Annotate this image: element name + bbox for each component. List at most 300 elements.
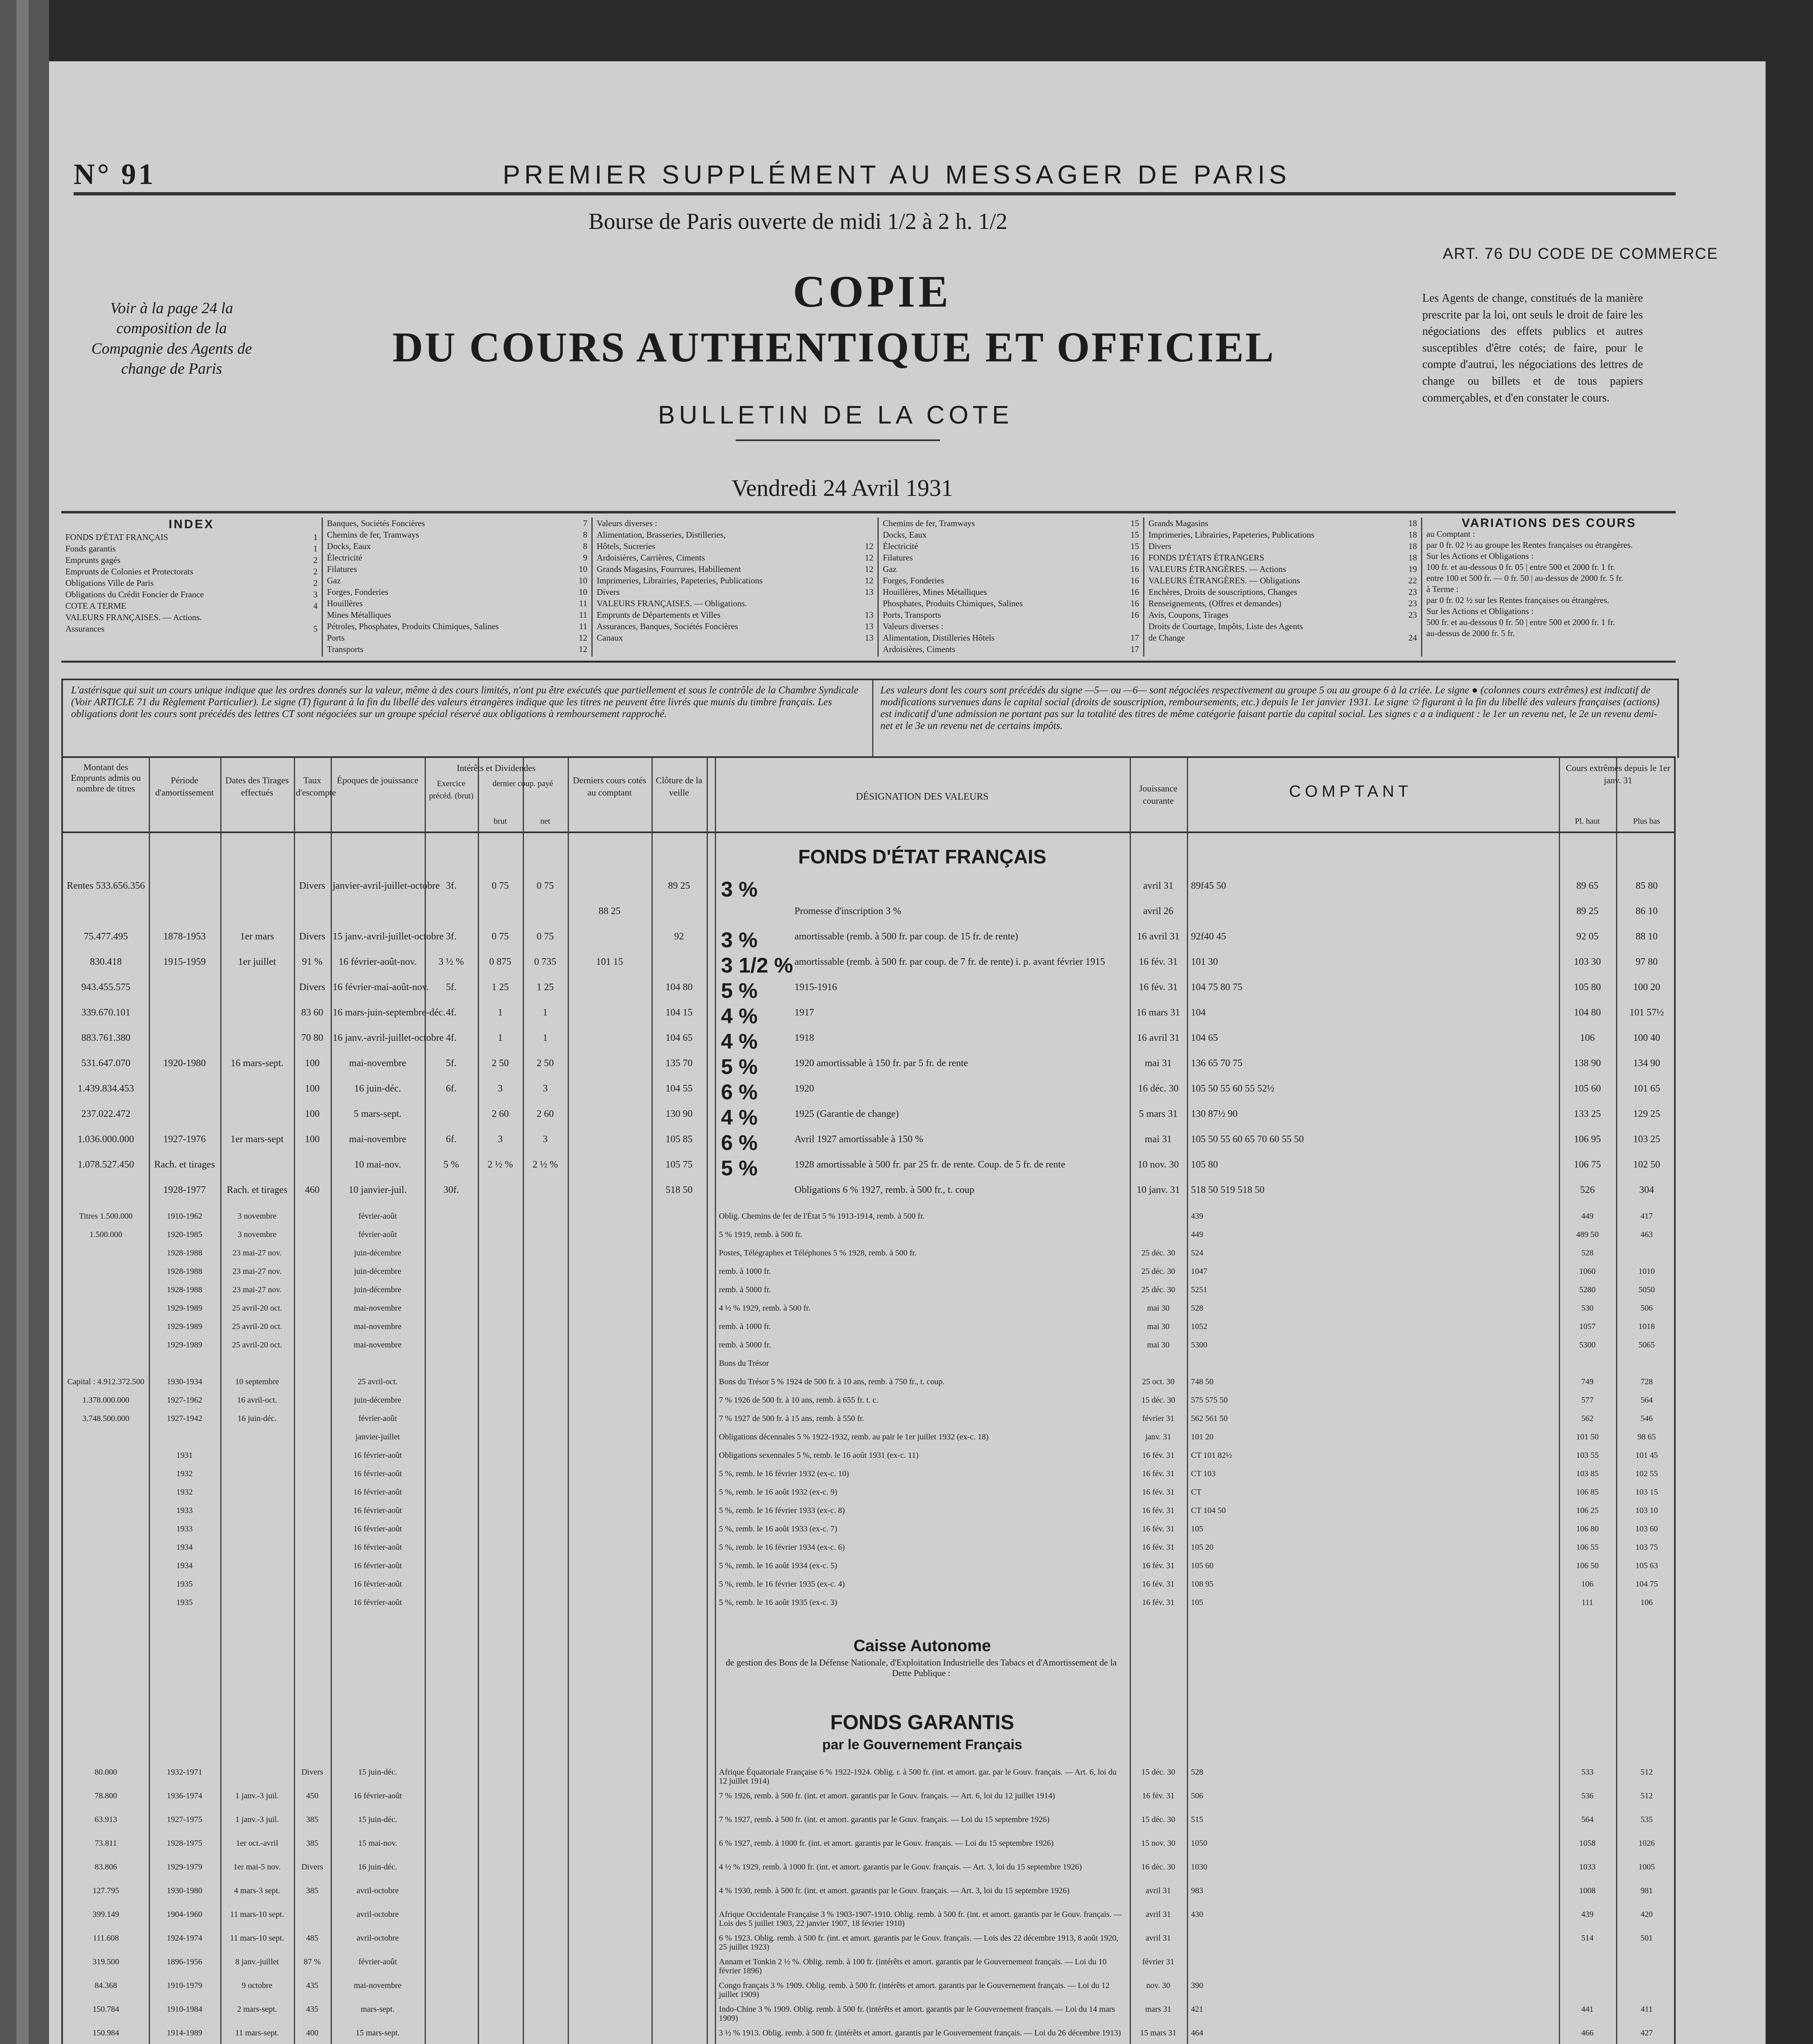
designation: 1915-1916 <box>795 982 837 993</box>
index-entry-label: Grands Magasins <box>1148 518 1209 528</box>
cell-ex: 5 % <box>443 1159 459 1170</box>
cell-haut: 138 90 <box>1574 1058 1601 1069</box>
col-plus-bas: Plus bas <box>1633 817 1661 826</box>
table-row <box>63 1957 1678 1981</box>
index-entry <box>327 598 587 609</box>
cell-epoque: février-août <box>358 1230 397 1239</box>
cell-veille: 130 90 <box>665 1109 693 1119</box>
index-entry-label: Ports <box>327 633 345 643</box>
cell-cours: 983 <box>1191 1886 1203 1895</box>
table-row <box>63 1886 1678 1910</box>
index-entry-label: Emprunts de Départements et Villes <box>597 610 721 620</box>
cell-periode: 1910-1962 <box>167 1212 202 1221</box>
copie-title: COPIE <box>793 267 952 316</box>
index-entry-label: de Change <box>1148 633 1185 643</box>
cell-epoque: 16 janv.-avril-juillet-octobre <box>333 1033 444 1043</box>
cell-jouis: avril 26 <box>1143 906 1173 917</box>
variation-line: par 0 fr. 02 ½ sur les Rentes françaises ou étrangères. <box>1426 595 1609 605</box>
cell-periode: 1929-1989 <box>167 1304 202 1313</box>
cell-jouis: 16 fév. 31 <box>1142 1791 1175 1800</box>
cell-epoque: 16 février-août <box>353 1598 402 1607</box>
cell-periode: 1930-1980 <box>167 1886 202 1895</box>
table-row <box>63 1185 1678 1210</box>
index-entry-page: 2 <box>313 555 318 565</box>
index-entry <box>597 540 873 552</box>
index-entry <box>1148 632 1417 643</box>
cell-net: 2 ½ % <box>533 1159 558 1170</box>
cell-haut: 441 <box>1581 2005 1594 2014</box>
cell-jouis: février 31 <box>1142 1414 1175 1423</box>
cell-ex: 4f. <box>446 1007 457 1018</box>
cell-jouis: mai 30 <box>1147 1322 1170 1331</box>
cell-net: 0 735 <box>534 957 556 967</box>
cell-haut: 106 <box>1581 1580 1594 1589</box>
cell-cours: 1030 <box>1191 1862 1207 1871</box>
cell-epoque: 10 mai-nov. <box>354 1159 401 1170</box>
index-entry-label: Docks, Eaux <box>327 541 371 551</box>
cell-epoque: 16 février-août <box>353 1580 402 1589</box>
cell-cours: 92f40 45 <box>1191 931 1226 942</box>
cell-jouis: avril 31 <box>1146 1886 1171 1895</box>
index-entry-page: 12 <box>865 541 873 551</box>
cell-epoque: 15 mars-sept. <box>356 2028 400 2037</box>
cell-epoque: 16 février-août <box>353 1561 402 1570</box>
cell-bas: 103 75 <box>1635 1543 1658 1552</box>
index-col-3 <box>593 518 879 657</box>
table-row <box>63 1080 1678 1109</box>
cell-taux: 100 <box>305 1058 320 1069</box>
cell-montant: Rentes 533.656.356 <box>67 881 145 891</box>
cell-bas: 1010 <box>1638 1267 1655 1276</box>
designation: 5 % 1919, remb. à 500 fr. <box>719 1230 802 1239</box>
index-entry-page: 15 <box>1130 541 1139 551</box>
bulletin-title: BULLETIN DE LA COTE <box>658 401 1013 429</box>
cell-periode: 1928-1977 <box>163 1185 206 1195</box>
cell-bas: 104 75 <box>1635 1580 1658 1589</box>
designation: 5 %, remb. le 16 août 1934 (ex-c. 5) <box>719 1561 837 1570</box>
cell-dates: 2 mars-sept. <box>237 2005 277 2014</box>
index-entry-label: Grands Magasins, Fourrures, Habillement <box>597 564 741 574</box>
cell-epoque: avril-octobre <box>356 1910 399 1919</box>
index-entry-label: Forges, Fonderies <box>883 576 945 585</box>
index-entry-page: 13 <box>865 587 873 597</box>
table-row <box>63 1561 1678 1580</box>
index-entry-label: VALEURS FRANÇAISES. — Actions. <box>65 612 202 622</box>
col-dernier: dernier coup. payé <box>492 779 553 788</box>
cell-montant: 339.670.101 <box>81 1007 130 1018</box>
designation: 5 %, remb. le 16 février 1935 (ex-c. 4) <box>719 1580 845 1589</box>
cell-taux: 100 <box>305 1083 320 1094</box>
designation: Obligations 6 % 1927, remb. à 500 fr., t. coup <box>795 1185 974 1195</box>
index-entry-label: FONDS D'ÉTAT FRANÇAIS <box>65 532 168 542</box>
cell-epoque: mai-novembre <box>354 1340 402 1349</box>
cell-brut: 1 <box>498 1033 503 1043</box>
designation: Bons du Trésor <box>719 1359 769 1368</box>
cell-cours: 105 80 <box>1191 1159 1218 1170</box>
designation: 7 % 1926 de 500 fr. à 10 ans, remb. à 655 fr. t. c. <box>719 1396 878 1405</box>
section-caisse: Caisse Autonome <box>853 1637 991 1655</box>
cell-epoque: janvier-avril-juillet-octobre <box>333 881 440 891</box>
cell-epoque: mars-sept. <box>360 2005 395 2014</box>
cell-haut: 111 <box>1581 1598 1594 1607</box>
cell-brut: 1 <box>498 1007 503 1018</box>
cell-net: 0 75 <box>537 881 554 891</box>
variation-line: entre 100 et 500 fr. — 0 fr. 50 | au-dessus de 2000 fr. 5 fr. <box>1426 573 1623 583</box>
index-entry-page: 24 <box>1408 633 1417 643</box>
table-row <box>63 1981 1678 2005</box>
cell-bas: 981 <box>1641 1886 1653 1895</box>
cell-periode: 1935 <box>176 1580 193 1589</box>
cell-jouis: mai 30 <box>1147 1304 1170 1313</box>
cell-montant: 3.748.500.000 <box>82 1414 130 1423</box>
cell-epoque: 15 juin-déc. <box>358 1768 397 1777</box>
designation: 3 ½ % 1913. Oblig. remb. à 500 fr. (intérêts et amort. garantis par le Gouvernement français. — Loi du 26 décembre 1913) <box>719 2028 1121 2037</box>
designation: 5 %, remb. le 16 août 1932 (ex-c. 9) <box>719 1488 837 1497</box>
cell-taux: 91 % <box>302 957 322 967</box>
cell-jouis: 16 fév. 31 <box>1142 1451 1175 1460</box>
cell-jouis: 15 déc. 30 <box>1141 1396 1175 1405</box>
index-entry <box>65 612 318 623</box>
cell-jouis: 16 fév. 31 <box>1142 1506 1175 1515</box>
cell-periode: 1927-1975 <box>167 1815 202 1824</box>
cell-jouis: mai 31 <box>1145 1058 1172 1069</box>
cell-taux: Divers <box>299 931 325 942</box>
cell-veille: 104 80 <box>665 982 693 993</box>
cell-taux: 400 <box>306 2028 318 2037</box>
cell-haut: 106 25 <box>1576 1506 1599 1515</box>
cell-periode: 1927-1962 <box>167 1396 202 1405</box>
index-entry <box>327 563 587 575</box>
index-entry-page: 19 <box>1408 564 1417 574</box>
cell-epoque: 16 février-août <box>353 1524 402 1533</box>
index-entry-label: Enchères, Droits de souscriptions, Changes <box>1148 587 1297 597</box>
index-entry <box>327 586 587 598</box>
index-entry-label: Alimentation, Distilleries Hôtels <box>883 633 995 643</box>
cell-montant: 75.477.495 <box>84 931 128 942</box>
cell-haut: 466 <box>1581 2028 1594 2037</box>
cell-jouis: avril 31 <box>1146 1934 1171 1943</box>
cell-haut: 526 <box>1580 1185 1595 1195</box>
index-entry <box>327 540 587 552</box>
col-extremes: Cours extrêmes depuis le 1er janv. 31 <box>1566 763 1670 785</box>
cell-bas: 304 <box>1639 1185 1654 1195</box>
cell-montant: 531.647.070 <box>81 1058 130 1069</box>
cell-ex: 3f. <box>446 931 457 942</box>
index-entry-page: 12 <box>865 576 873 585</box>
index-entry-page: 16 <box>1130 587 1139 597</box>
index-entry-label: FONDS D'ÉTATS ÉTRANGERS <box>1148 553 1265 563</box>
cell-taux: 385 <box>306 1839 318 1848</box>
cell-haut: 5300 <box>1579 1340 1596 1349</box>
cell-jouis: 16 fév. 31 <box>1142 1543 1175 1552</box>
cell-net: 2 60 <box>537 1109 554 1119</box>
index-entry <box>597 621 873 632</box>
cell-bas: 512 <box>1641 1768 1653 1777</box>
index-entry-page: 17 <box>1130 644 1139 654</box>
index-entry <box>65 543 318 554</box>
col-comptant: COMPTANT <box>1289 782 1412 800</box>
index-entry-page: 13 <box>865 610 873 620</box>
cell-dates: 11 mars-10 sept. <box>230 1910 284 1919</box>
cell-jouis: 16 avril 31 <box>1137 931 1180 942</box>
index-entry <box>883 643 1139 655</box>
index-entry-page: 16 <box>1130 598 1139 608</box>
cell-periode: 1924-1974 <box>167 1934 202 1943</box>
index-entry-label: Obligations Ville de Paris <box>65 578 154 588</box>
index-entry-label: Houillères <box>327 598 363 608</box>
index-entry-page: 11 <box>579 621 587 631</box>
index-entry <box>65 600 318 612</box>
cell-epoque: 10 janvier-juil. <box>348 1185 407 1195</box>
cell-montant: 84.368 <box>94 1981 117 1990</box>
cell-periode: 1936-1974 <box>167 1791 202 1800</box>
index-entry <box>1148 518 1417 529</box>
table-row <box>63 1934 1678 1957</box>
col-taux: Taux d'escompte <box>296 775 336 798</box>
cell-dates: 1er mars-sept <box>231 1134 284 1145</box>
cell-bas: 102 55 <box>1635 1469 1658 1478</box>
index-entry-label: Divers <box>1148 541 1171 551</box>
index-entry-label: Filatures <box>327 564 357 574</box>
variation-line: Sur les Actions et Obligations : <box>1426 551 1533 561</box>
cell-periode: 1931 <box>176 1451 193 1460</box>
cell-periode: 1932-1971 <box>167 1768 202 1777</box>
cell-bas: 102 50 <box>1633 1159 1660 1170</box>
cell-cours: 524 <box>1191 1248 1203 1257</box>
index-entry <box>597 586 873 598</box>
variations-block <box>1422 518 1676 657</box>
note-left: L'astérisque qui suit un cours unique indique que les ordres donnés sur la valeur, même à des cours limités, n'ont pu être exécutés que partiellement et sous le contrôle de la Chambre Syndicale (Voir ARTICLE 71 du Règlement Particulier). Le signe (T) figurant à la fin du libellé des valeurs étrangères indique que les titres ne peuvent être livrés que munis du timbre français. Les obligations dont les cours sont précédés des lettres CT sont négociées sur un groupe spécial réservé aux obligations à remboursement rapproché. <box>71 685 859 719</box>
cell-dates: 8 janv.-juillet <box>235 1957 279 1966</box>
cell-cours: 104 <box>1191 1007 1206 1018</box>
index-entry <box>1148 609 1417 621</box>
cell-jouis: 16 fév. 31 <box>1142 1580 1175 1589</box>
cell-jouis: 25 oct. 30 <box>1142 1377 1175 1386</box>
cell-net: 3 <box>543 1134 548 1145</box>
index-entry-page: 9 <box>583 553 587 563</box>
index-entry <box>327 609 587 621</box>
table-row <box>63 1414 1678 1432</box>
index-entry-page: 13 <box>865 633 873 643</box>
cell-haut: 439 <box>1581 1910 1594 1919</box>
index-entry-label: Alimentation, Brasseries, Distilleries, <box>597 530 726 540</box>
cell-ex: 30f. <box>443 1185 459 1195</box>
index-block <box>61 511 1676 663</box>
table-row <box>63 1488 1678 1506</box>
cell-epoque: février-août <box>358 1414 397 1423</box>
cell-epoque: juin-décembre <box>354 1396 401 1405</box>
designation: Bons du Trésor 5 % 1924 de 500 fr. à 10 ans, remb. à 750 fr., t. coup. <box>719 1377 945 1386</box>
cell-cours: 1052 <box>1191 1322 1207 1331</box>
cell-haut: 1060 <box>1579 1267 1596 1276</box>
cell-brut: 3 <box>498 1083 503 1094</box>
cell-cours: 464 <box>1191 2028 1203 2037</box>
rate-label: 3 % <box>721 928 758 952</box>
cell-bas: 103 15 <box>1635 1488 1658 1497</box>
cell-dates: 23 mai-27 nov. <box>232 1267 282 1276</box>
cell-jouis: mai 30 <box>1147 1340 1170 1349</box>
table-row <box>63 1506 1678 1524</box>
cell-taux: 385 <box>306 1815 318 1824</box>
index-entry <box>883 609 1139 621</box>
cell-brut: 2 ½ % <box>488 1159 513 1170</box>
index-entry <box>65 531 318 543</box>
index-entry-label: Docks, Eaux <box>883 530 927 540</box>
cell-haut: 103 55 <box>1576 1451 1599 1460</box>
table-row <box>63 1212 1678 1230</box>
index-entry-label: Emprunts de Colonies et Protectorats <box>65 567 193 576</box>
cell-dates: 1 janv.-3 juil. <box>235 1815 279 1824</box>
cell-cours: CT 104 50 <box>1191 1506 1226 1515</box>
index-entry-page: 10 <box>579 564 587 574</box>
cell-periode: 1927-1942 <box>167 1414 202 1423</box>
cell-brut: 3 <box>498 1134 503 1145</box>
index-col-4 <box>879 518 1144 657</box>
cell-haut: 106 85 <box>1576 1488 1599 1497</box>
section-fonds-etat: FONDS D'ÉTAT FRANÇAIS <box>798 846 1046 868</box>
cell-jouis: 16 mars 31 <box>1136 1007 1180 1018</box>
cell-cours: 104 75 80 75 <box>1191 982 1242 993</box>
index-entry-label: Assurances, Banques, Sociétés Foncières <box>597 621 738 631</box>
cell-haut: 5280 <box>1579 1285 1596 1294</box>
table-row <box>63 1377 1678 1396</box>
index-entry-label: Fonds garantis <box>65 544 116 554</box>
cell-cours: 5300 <box>1191 1340 1207 1349</box>
cell-epoque: 5 mars-sept. <box>354 1109 402 1119</box>
variation-line: 100 fr. et au-dessous 0 fr. 05 | entre 500 et 2000 fr. 1 fr. <box>1426 562 1615 572</box>
index-entry-page: 18 <box>1408 530 1417 540</box>
cell-jouis: 25 déc. 30 <box>1141 1285 1175 1294</box>
cell-bas: 105 63 <box>1635 1561 1658 1570</box>
cell-dates: 4 mars-3 sept. <box>234 1886 280 1895</box>
table-row <box>63 1543 1678 1561</box>
compagnie-note: Voir à la page 24 la composition de la Compagnie des Agents de change de Paris <box>91 300 252 378</box>
cell-montant: 319.500 <box>92 1957 119 1966</box>
index-entry <box>883 621 1139 632</box>
cell-periode: 1933 <box>176 1524 193 1533</box>
index-entry <box>327 632 587 643</box>
index-entry-page: 23 <box>1408 587 1417 597</box>
cell-dates: 10 septembre <box>235 1377 279 1386</box>
index-entry-page: 5 <box>313 624 318 634</box>
cell-haut: 106 75 <box>1574 1159 1601 1170</box>
index-entry-page: 7 <box>583 518 587 528</box>
table-row <box>63 1768 1678 1791</box>
cell-jouis: 5 mars 31 <box>1139 1109 1178 1119</box>
col-net: net <box>540 817 551 826</box>
cell-periode: 1935 <box>176 1598 193 1607</box>
index-entry-page: 16 <box>1130 610 1139 620</box>
cell-epoque: juin-décembre <box>354 1248 401 1257</box>
cell-ex: 5f. <box>446 1058 457 1069</box>
cell-cours: 105 <box>1191 1524 1203 1533</box>
cell-epoque: février-août <box>358 1957 397 1966</box>
cell-cours: 101 20 <box>1191 1432 1213 1441</box>
cell-montant: 883.761.380 <box>81 1033 130 1043</box>
cell-dates: 3 novembre <box>237 1230 277 1239</box>
designation: Afrique Équatoriale Française 6 % 1922-1924. Oblig. r. à 500 fr. (int. et amort. gar. par le Gouv. français. — Art. 6, loi du 12 juillet 1914) <box>719 1768 1117 1786</box>
index-entry <box>327 552 587 563</box>
cell-bas: 100 20 <box>1633 982 1660 993</box>
table-row <box>63 1359 1678 1377</box>
cell-jouis: 16 fév. 31 <box>1142 1598 1175 1607</box>
cell-montant: 150.984 <box>92 2028 119 2037</box>
cell-jouis: février 31 <box>1142 1957 1175 1966</box>
index-entry-page: 11 <box>579 598 587 608</box>
cell-cours: 5251 <box>1191 1285 1207 1294</box>
cell-jouis: 16 avril 31 <box>1137 1033 1180 1043</box>
index-entry-page: 12 <box>865 553 873 563</box>
cell-taux: Divers <box>299 881 325 891</box>
cell-jouis: 16 fév. 31 <box>1139 957 1178 967</box>
cell-epoque: 16 février-août <box>353 1469 402 1478</box>
cell-bas: 101 57½ <box>1629 1007 1664 1018</box>
designation: Promesse d'inscription 3 % <box>795 906 901 917</box>
col-derniers-cours: Derniers cours cotés au comptant <box>573 775 647 798</box>
cell-taux: 485 <box>306 1934 318 1943</box>
rate-label: 5 % <box>721 979 758 1003</box>
index-entry-label: Renseignements, (Offres et demandes) <box>1148 598 1282 608</box>
cell-periode: 1928-1988 <box>167 1285 202 1294</box>
cell-bas: 101 45 <box>1635 1451 1658 1460</box>
cell-montant: 63.913 <box>94 1815 117 1824</box>
designation: amortissable (remb. à 500 fr. par coup. de 15 fr. de rente) <box>795 931 1018 942</box>
variations-title: VARIATIONS DES COURS <box>1462 516 1636 530</box>
cell-jouis: avril 31 <box>1143 881 1173 891</box>
cell-cours: 1050 <box>1191 1839 1207 1848</box>
index-col-2 <box>323 518 593 657</box>
cell-jouis: 25 déc. 30 <box>1141 1267 1175 1276</box>
rate-label: 4 % <box>721 1106 758 1130</box>
designation: 7 % 1927, remb. à 500 fr. (int. et amort. garantis par le Gouv. français. — Loi du 15 septembre 1926) <box>719 1815 1050 1824</box>
cell-veille: 104 65 <box>665 1033 693 1043</box>
index-entry <box>1148 575 1417 586</box>
index-title: INDEX <box>168 518 215 531</box>
cell-epoque: 16 février-août <box>353 1506 402 1515</box>
index-col-1 <box>61 518 323 657</box>
cell-cours: 430 <box>1191 1910 1203 1919</box>
table-row <box>63 1839 1678 1862</box>
cell-cours: 449 <box>1191 1230 1203 1239</box>
cell-cours: 105 20 <box>1191 1543 1213 1552</box>
designation: Oblig. Chemins de fer de l'État 5 % 1913-1914, remb. à 500 fr. <box>719 1212 925 1221</box>
cell-epoque: février-août <box>358 1212 397 1221</box>
cell-dates: 1er oct.-avril <box>236 1839 278 1848</box>
col-epoques: Époques de jouissance <box>337 775 419 785</box>
cell-montant: Capital : 4.912.372.500 <box>67 1377 145 1386</box>
cell-montant: 1.378.000.000 <box>82 1396 130 1405</box>
designation: Avril 1927 amortissable à 150 % <box>795 1134 923 1145</box>
index-entry-page: 3 <box>313 589 318 599</box>
cell-haut: 106 80 <box>1576 1524 1599 1533</box>
index-entry <box>1148 540 1417 552</box>
index-entry-label: Phosphates, Produits Chimiques, Salines <box>883 598 1023 608</box>
cell-haut: 106 <box>1580 1033 1595 1043</box>
designation: 5 %, remb. le 16 août 1935 (ex-c. 3) <box>719 1598 837 1607</box>
bulletin-rule <box>736 439 940 441</box>
cell-jouis: 16 fév. 31 <box>1139 982 1178 993</box>
index-entry-page: 18 <box>1408 541 1417 551</box>
variation-line: au Comptant : <box>1426 529 1475 539</box>
cell-bas: 106 <box>1641 1598 1653 1607</box>
cell-jouis: 10 janv. 31 <box>1137 1185 1180 1195</box>
cell-haut: 104 80 <box>1574 1007 1601 1018</box>
cell-haut: 89 25 <box>1576 906 1598 917</box>
cell-montant: 830.418 <box>90 957 122 967</box>
cell-haut: 105 80 <box>1574 982 1601 993</box>
cell-taux: 435 <box>306 2005 318 2014</box>
cell-bas: 506 <box>1641 1304 1653 1313</box>
